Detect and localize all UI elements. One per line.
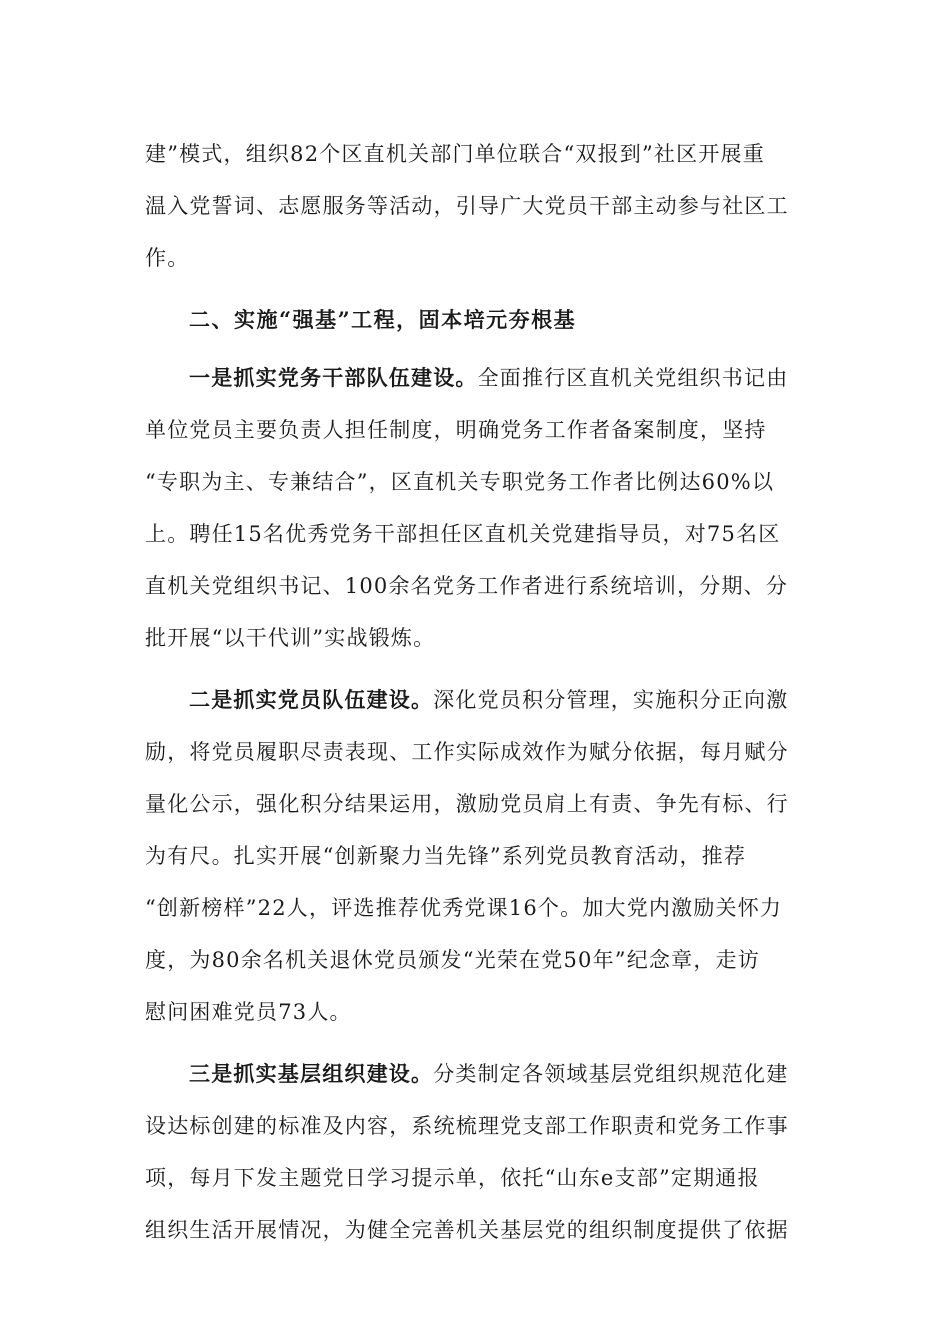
- text-line: 单位党员主要负责人担任制度，明确党务工作者备案制度，坚持: [145, 418, 767, 442]
- paragraph-text: 全面推行区直机关党组织书记由: [477, 366, 789, 390]
- text-line: 项，每月下发主题党日学习提示单，依托“山东e支部”定期通报: [145, 1166, 760, 1190]
- paragraph-lead: 二是抓实党员队伍建设。: [189, 687, 434, 712]
- paragraph-grassroots-organizations: [145, 1048, 807, 1256]
- text-line: 温入党誓词、志愿服务等活动，引导广大党员干部主动参与社区工: [145, 194, 789, 218]
- text-line: 直机关党组织书记、100余名党务工作者进行系统培训，分期、分: [145, 574, 789, 598]
- text-line: 慰问困难党员73人。: [145, 1000, 352, 1024]
- text-line: 为有尺。扎实开展“创新聚力当先锋”系列党员教育活动，推荐: [145, 844, 747, 868]
- text-line: [145, 674, 807, 726]
- paragraph-lead: 一是抓实党务干部队伍建设。: [189, 365, 478, 390]
- paragraph-party-affairs-cadres: [145, 352, 807, 664]
- paragraph-lead: 三是抓实基层组织建设。: [189, 1061, 434, 1086]
- text-line: 组织生活开展情况，为健全完善机关基层党的组织制度提供了依据: [145, 1218, 789, 1242]
- text-line: 作。: [145, 246, 190, 270]
- document-page: [145, 128, 807, 1256]
- text-line: 批开展“以干代训”实战锻炼。: [145, 626, 436, 650]
- text-line: [145, 352, 807, 404]
- paragraph-party-members: [145, 674, 807, 1038]
- text-line: 设达标创建的标准及内容，系统梳理党支部工作职责和党务工作事: [145, 1114, 789, 1138]
- text-line: 量化公示，强化积分结果运用，激励党员肩上有责、争先有标、行: [145, 792, 789, 816]
- text-line: [145, 1048, 807, 1100]
- text-line: “专职为主、专兼结合”，区直机关专职党务工作者比例达60%以: [145, 470, 775, 494]
- paragraph-text: 深化党员积分管理，实施积分正向激: [433, 688, 789, 712]
- text-line: “创新榜样”22人，评选推荐优秀党课16个。加大党内激励关怀力: [145, 896, 783, 920]
- text-line: 度，为80余名机关退休党员颁发“光荣在党50年”纪念章，走访: [145, 948, 760, 972]
- paragraph-continued: [145, 128, 807, 284]
- section-heading: 二、实施“强基”工程，固本培元夯根基: [189, 307, 577, 332]
- text-line: 励，将党员履职尽责表现、工作实际成效作为赋分依据，每月赋分: [145, 740, 789, 764]
- text-line: 建”模式，组织82个区直机关部门单位联合“双报到”社区开展重: [145, 142, 765, 166]
- paragraph-text: 分类制定各领域基层党组织规范化建: [433, 1062, 789, 1086]
- text-line: 上。聘任15名优秀党务干部担任区直机关党建指导员，对75名区: [145, 522, 781, 546]
